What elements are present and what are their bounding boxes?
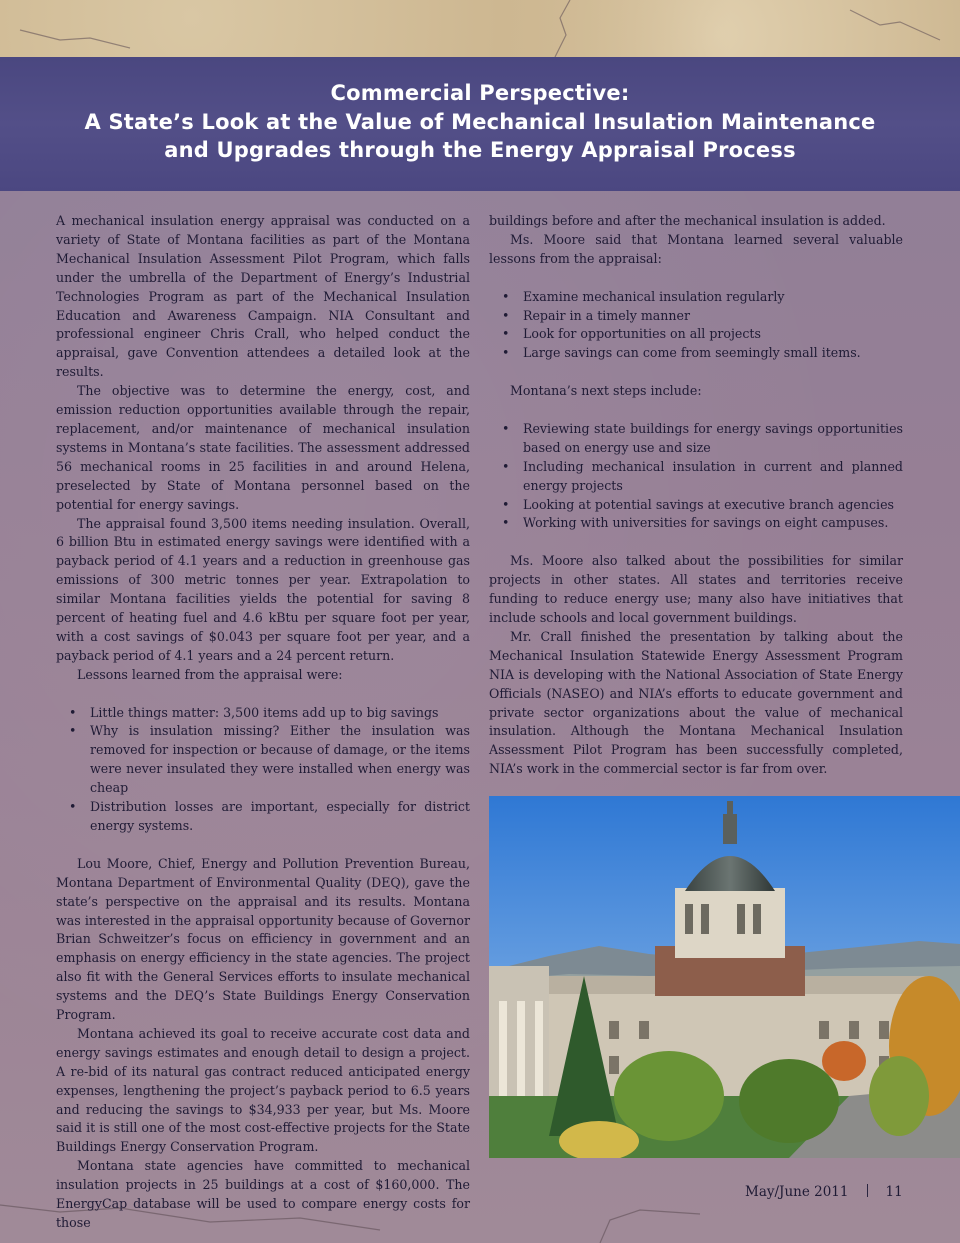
footer-separator bbox=[867, 1184, 868, 1197]
capitol-building-photo bbox=[489, 796, 960, 1158]
paragraph: buildings before and after the mechanical insulation is added. bbox=[489, 213, 886, 228]
list-item: • Looking at potential savings at executive branch agencies bbox=[489, 496, 903, 515]
list-item: • Why is insulation missing? Either the insulation was removed for inspection or because of damage, or the items were never insulated they were installed when energy was cheap bbox=[69, 723, 470, 796]
page-footer bbox=[745, 1184, 903, 1200]
bullet-icon: • bbox=[502, 458, 510, 474]
page-number: 11 bbox=[885, 1184, 903, 1200]
paragraph: The appraisal found 3,500 items needing insulation. Overall, 6 billion Btu in estimated energy savings were identified with a payback period of 4.1 years and a reduction in greenhouse gas emissions of 300 metric tonnes per year. Extrapolation to similar Montana facilities yields the potential for saving 8 percent of heating fuel and 4.6 kBtu per square foot per year, with a cost savings of $0.043 per square foot per year, and a payback period of 4.1 years and a 24 percent return. bbox=[56, 515, 470, 663]
list-item: • Repair in a timely manner bbox=[489, 307, 903, 326]
moore-lessons-list bbox=[489, 288, 903, 364]
paragraph: Montana’s next steps include: bbox=[510, 383, 702, 399]
bullet-icon: • bbox=[69, 704, 77, 720]
title-banner bbox=[0, 57, 960, 191]
lessons-list bbox=[56, 704, 470, 836]
bullet-icon: • bbox=[502, 496, 510, 512]
bullet-icon: • bbox=[502, 420, 510, 436]
list-item: • Reviewing state buildings for energy savings opportunities based on energy use and size bbox=[502, 420, 903, 455]
list-item: • Including mechanical insulation in current and planned energy projects bbox=[502, 458, 903, 493]
paragraph: Lou Moore, Chief, Energy and Pollution Prevention Bureau, Montana Department of Environmental Quality (DEQ), gave the state’s perspective on the appraisal and its results. Montana was interested in the appraisal opportunity because of Governor Brian Schweitzer’s focus on efficiency in government and an emphasis on energy efficiency in the state agencies. The project also fit with the General Services efforts to insulate mechanical systems and the DEQ’s State Buildings Energy Conservation Program. bbox=[56, 855, 470, 1023]
list-item: • Working with universities for savings on eight campuses. bbox=[489, 514, 903, 533]
paragraph: The objective was to determine the energy, cost, and emission reduction opportunities available through the repair, replacement, and/or maintenance of mechanical insulation systems in Montana’s state facilities. The assessment addressed 56 mechanical rooms in 25 facilities in and around Helena, preselected by State of Montana personnel based on the potential for energy savings. bbox=[56, 383, 470, 512]
bullet-icon: • bbox=[69, 799, 77, 815]
bullet-icon: • bbox=[69, 723, 77, 739]
list-item: • Look for opportunities on all projects bbox=[489, 325, 903, 344]
paragraph: Montana achieved its goal to receive accurate cost data and energy savings estimates and enough detail to design a project. A re-bid of its natural gas contract reduced anticipated energy expenses, lengthening the project’s payback period to 6.5 years and reducing the savings to $34,933 per year, but Ms. Moore said it is still one of the most cost-effective projects for the State Buildings Energy Conservation Program. bbox=[56, 1025, 470, 1155]
title-line-1: Commercial Perspective: bbox=[330, 81, 630, 105]
paragraph: Ms. Moore also talked about the possibilities for similar projects in other states. All states and territories receive funding to reduce energy use; many also have initiatives that include schools and local government buildings. bbox=[489, 553, 903, 625]
paragraph: Montana state agencies have committed to mechanical insulation projects in 25 buildings at a cost of $160,000. The EnergyCap database will be used to compare energy costs for those bbox=[56, 1158, 470, 1230]
bullet-icon: • bbox=[502, 345, 510, 361]
bullet-icon: • bbox=[502, 288, 510, 304]
list-item: • Little things matter: 3,500 items add up to big savings bbox=[56, 704, 470, 723]
paragraph: Mr. Crall finished the presentation by talking about the Mechanical Insulation Statewide Energy Assessment Program NIA is developing with the National Association of State Energy Officials (NASEO) and NIA’s efforts to educate government and private sector organizations about the value of mechanical insulation. Although the Montana Mechanical Insulation Assessment Pilot Program has been successfully completed, NIA’s work in the commercial sector is far from over. bbox=[489, 628, 903, 777]
title-line-2: A State’s Look at the Value of Mechanical Insulation Maintenance bbox=[84, 109, 876, 134]
bullet-icon: • bbox=[502, 515, 510, 531]
paragraph: A mechanical insulation energy appraisal was conducted on a variety of State of Montana facilities as part of the Montana Mechanical Insulation Assessment Pilot Program, which falls under the umbrella of the Department of Energy’s Industrial Technologies Program as part of the Mechanical Insulation Education and Awareness Campaign. NIA Consultant and professional engineer Chris Crall, who helped conduct the appraisal, gave Convention attendees a detailed look at the results. bbox=[56, 213, 470, 380]
list-item: • Distribution losses are important, especially for district energy systems. bbox=[69, 799, 470, 833]
paragraph: Ms. Moore said that Montana learned several valuable lessons from the appraisal: bbox=[489, 231, 903, 266]
top-texture-strip bbox=[0, 0, 960, 57]
list-item: • Examine mechanical insulation regularly bbox=[489, 288, 903, 307]
title-line-3: and Upgrades through the Energy Appraisal Process bbox=[164, 138, 796, 162]
list-item: • Large savings can come from seemingly small items. bbox=[489, 344, 903, 363]
issue-date: May/June 2011 bbox=[745, 1184, 849, 1200]
left-column bbox=[56, 212, 470, 1233]
right-column bbox=[489, 212, 903, 779]
bullet-icon: • bbox=[502, 307, 510, 323]
paragraph: Lessons learned from the appraisal were: bbox=[77, 666, 343, 682]
next-steps-list bbox=[489, 420, 903, 533]
bullet-icon: • bbox=[502, 326, 510, 342]
capitol-illustration bbox=[489, 796, 960, 1158]
